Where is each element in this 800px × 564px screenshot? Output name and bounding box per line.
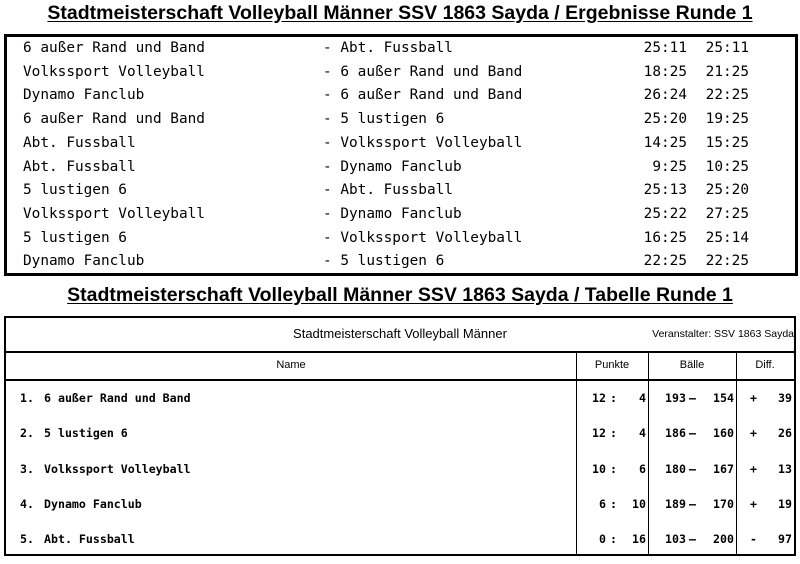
balls-for: 189: [665, 496, 686, 511]
match-set2-score: 19:25: [705, 111, 749, 128]
team-rank: 3.: [20, 461, 34, 476]
points-for: 10: [592, 461, 606, 476]
match-row: [7, 179, 795, 203]
points-separator: :: [610, 391, 617, 405]
match-row: [7, 84, 795, 108]
balls-for: 193: [665, 391, 686, 405]
match-away-team: - 6 außer Rand und Band: [323, 63, 523, 80]
match-set1-score: 16:25: [643, 229, 687, 246]
match-away-team: - Abt. Fussball: [323, 40, 453, 56]
match-home-team: 5 lustigen 6: [23, 182, 127, 199]
match-set1-score: 22:25: [643, 253, 687, 270]
team-rank: 2.: [20, 426, 34, 441]
team-rank: 5.: [20, 532, 34, 547]
results-title: Stadtmeisterschaft Volleyball Männer SSV 1863 Sayda / Ergebnisse Runde 1: [47, 2, 753, 24]
balls-against: 167: [713, 461, 734, 476]
diff-sign: +: [750, 461, 757, 476]
points-against: 4: [639, 391, 646, 405]
results-box: [4, 34, 798, 276]
balls-for: 180: [665, 461, 686, 476]
match-set1-score: 9:25: [652, 158, 687, 175]
points-for: 12: [592, 426, 606, 441]
diff-value: 39: [778, 391, 792, 405]
diff-sign: +: [750, 426, 757, 441]
column-header-baelle: Bälle: [679, 359, 705, 371]
match-set1-score: 25:22: [643, 205, 687, 222]
diff-value: 19: [778, 496, 792, 511]
match-away-team: - 5 lustigen 6: [323, 111, 445, 128]
column-header-punkte: Punkte: [594, 359, 630, 371]
points-separator: :: [610, 496, 617, 511]
match-set1-score: 25:13: [643, 182, 687, 199]
balls-separator: –: [689, 532, 696, 547]
team-name: 6 außer Rand und Band: [44, 391, 191, 405]
match-row: [7, 203, 795, 227]
standings-table: [4, 316, 796, 556]
match-row: [7, 227, 795, 251]
points-for: 0: [599, 532, 606, 547]
match-away-team: - 6 außer Rand und Band: [323, 87, 523, 104]
diff-value: 97: [778, 532, 792, 547]
team-rank: 1.: [20, 391, 34, 405]
match-home-team: 5 lustigen 6: [23, 229, 127, 246]
match-home-team: 6 außer Rand und Band: [23, 111, 205, 128]
match-home-team: Abt. Fussball: [23, 134, 136, 151]
match-away-team: - Volkssport Volleyball: [323, 229, 523, 246]
points-separator: :: [610, 426, 617, 441]
match-away-team: - Volkssport Volleyball: [323, 134, 523, 151]
league-name: Stadtmeisterschaft Volleyball Männer: [293, 326, 507, 341]
match-set1-score: 25:11: [643, 40, 687, 56]
match-set2-score: 25:14: [705, 229, 749, 246]
organizer-label: Veranstalter: SSV 1863 Sayda: [652, 328, 794, 340]
diff-value: 26: [778, 426, 792, 441]
match-set2-score: 10:25: [705, 158, 749, 175]
team-name: Abt. Fussball: [44, 532, 135, 547]
match-home-team: Dynamo Fanclub: [23, 253, 145, 270]
balls-separator: –: [689, 426, 696, 441]
table-title: Stadtmeisterschaft Volleyball Männer SSV 1863 Sayda / Tabelle Runde 1: [67, 284, 733, 306]
balls-separator: –: [689, 391, 696, 405]
balls-against: 160: [713, 426, 734, 441]
match-home-team: Volkssport Volleyball: [23, 63, 205, 80]
team-name: Dynamo Fanclub: [44, 496, 142, 511]
match-home-team: 6 außer Rand und Band: [23, 40, 205, 56]
points-against: 6: [639, 461, 646, 476]
standings-row: [6, 487, 794, 522]
balls-against: 200: [713, 532, 734, 547]
match-set1-score: 26:24: [643, 87, 687, 104]
match-set2-score: 15:25: [705, 134, 749, 151]
diff-sign: +: [750, 496, 757, 511]
match-set2-score: 22:25: [705, 253, 749, 270]
standings-row: [6, 452, 794, 487]
match-set1-score: 18:25: [643, 63, 687, 80]
match-home-team: Dynamo Fanclub: [23, 87, 145, 104]
match-set2-score: 27:25: [705, 205, 749, 222]
team-name: Volkssport Volleyball: [44, 461, 191, 476]
match-row: [7, 61, 795, 85]
balls-against: 170: [713, 496, 734, 511]
balls-against: 154: [713, 391, 734, 405]
diff-value: 13: [778, 461, 792, 476]
match-home-team: Abt. Fussball: [23, 158, 136, 175]
standings-row: [6, 522, 794, 557]
points-for: 6: [599, 496, 606, 511]
standings-row: [6, 381, 794, 416]
points-separator: :: [610, 461, 617, 476]
match-home-team: Volkssport Volleyball: [23, 205, 205, 222]
match-row: [7, 108, 795, 132]
points-against: 4: [639, 426, 646, 441]
team-name: 5 lustigen 6: [44, 426, 128, 441]
match-away-team: - Abt. Fussball: [323, 182, 453, 199]
balls-separator: –: [689, 461, 696, 476]
points-for: 12: [592, 391, 606, 405]
match-set2-score: 21:25: [705, 63, 749, 80]
match-set2-score: 25:11: [705, 40, 749, 56]
match-away-team: - Dynamo Fanclub: [323, 205, 462, 222]
match-set1-score: 25:20: [643, 111, 687, 128]
points-against: 10: [632, 496, 646, 511]
column-header-diff: Diff.: [755, 359, 775, 371]
diff-sign: -: [750, 532, 757, 547]
match-set2-score: 22:25: [705, 87, 749, 104]
standings-row: [6, 416, 794, 451]
column-header-name: Name: [276, 359, 306, 371]
match-set2-score: 25:20: [705, 182, 749, 199]
match-away-team: - Dynamo Fanclub: [323, 158, 462, 175]
points-separator: :: [610, 532, 617, 547]
team-rank: 4.: [20, 496, 34, 511]
match-away-team: - 5 lustigen 6: [323, 253, 445, 270]
match-row: [7, 250, 795, 274]
match-row: [7, 156, 795, 180]
balls-for: 103: [665, 532, 686, 547]
points-against: 16: [632, 532, 646, 547]
standings-header: [6, 318, 794, 353]
match-row: [7, 37, 795, 61]
match-set1-score: 14:25: [643, 134, 687, 151]
balls-for: 186: [665, 426, 686, 441]
match-row: [7, 132, 795, 156]
column-headers: [6, 353, 794, 381]
diff-sign: +: [750, 391, 757, 405]
balls-separator: –: [689, 496, 696, 511]
